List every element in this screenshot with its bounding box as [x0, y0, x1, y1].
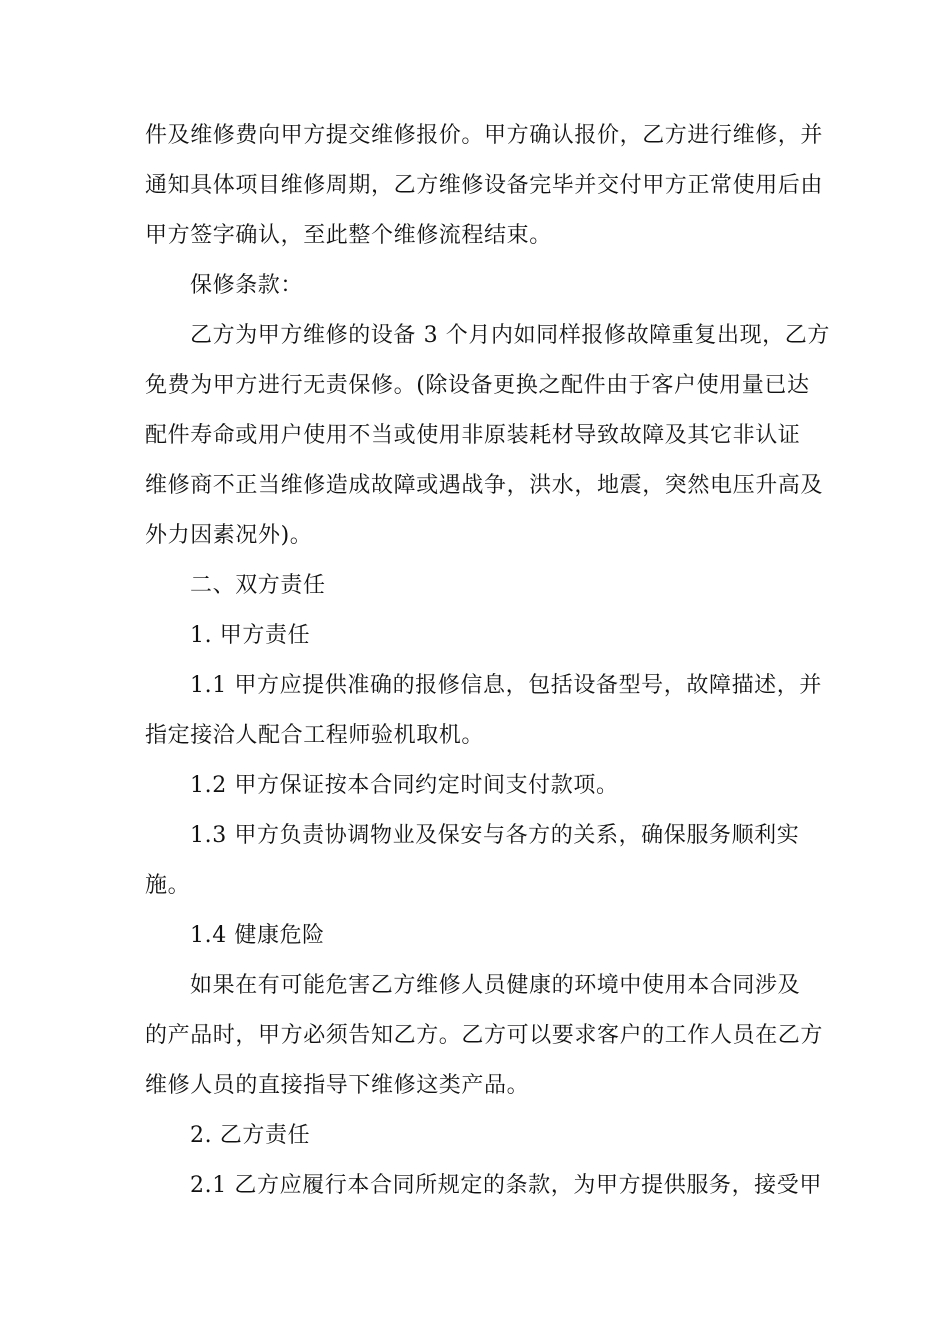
paragraph-line: 配件寿命或用户使用不当或使用非原装耗材导致故障及其它非认证 — [145, 423, 801, 448]
section-heading: 2. 乙方责任 — [190, 1123, 311, 1148]
paragraph-line: 维修商不正当维修造成故障或遇战争，洪水，地震，突然电压升高及 — [145, 473, 824, 498]
paragraph-line: 外力因素况外)。 — [145, 523, 313, 548]
paragraph-line: 维修人员的直接指导下维修这类产品。 — [145, 1073, 530, 1098]
paragraph-line: 2.1 乙方应履行本合同所规定的条款，为甲方提供服务，接受甲 — [190, 1173, 822, 1198]
paragraph-line: 1.2 甲方保证按本合同约定时间支付款项。 — [190, 773, 619, 798]
paragraph-line: 乙方为甲方维修的设备 3 个月内如同样报修故障重复出现，乙方 — [190, 323, 830, 348]
paragraph-line: 1.1 甲方应提供准确的报修信息，包括设备型号，故障描述，并 — [190, 673, 822, 698]
section-heading: 1. 甲方责任 — [190, 623, 311, 648]
paragraph-line: 免费为甲方进行无责保修。(除设备更换之配件由于客户使用量已达 — [145, 373, 810, 398]
paragraph-line: 通知具体项目维修周期，乙方维修设备完毕并交付甲方正常使用后由 — [145, 173, 824, 198]
paragraph-line: 指定接洽人配合工程师验机取机。 — [145, 723, 485, 748]
paragraph-line: 施。 — [145, 873, 191, 898]
section-heading: 1.4 健康危险 — [190, 923, 325, 948]
section-heading: 二、双方责任 — [190, 573, 326, 598]
paragraph-line: 1.3 甲方负责协调物业及保安与各方的关系，确保服务顺利实 — [190, 823, 800, 848]
section-heading: 保修条款： — [190, 273, 304, 298]
paragraph-line: 如果在有可能危害乙方维修人员健康的环境中使用本合同涉及 — [190, 973, 801, 998]
paragraph-line: 甲方签字确认，至此整个维修流程结束。 — [145, 223, 552, 248]
paragraph-line: 件及维修费向甲方提交维修报价。甲方确认报价，乙方进行维修，并 — [145, 123, 824, 148]
paragraph-line: 的产品时，甲方必须告知乙方。乙方可以要求客户的工作人员在乙方 — [145, 1023, 824, 1048]
